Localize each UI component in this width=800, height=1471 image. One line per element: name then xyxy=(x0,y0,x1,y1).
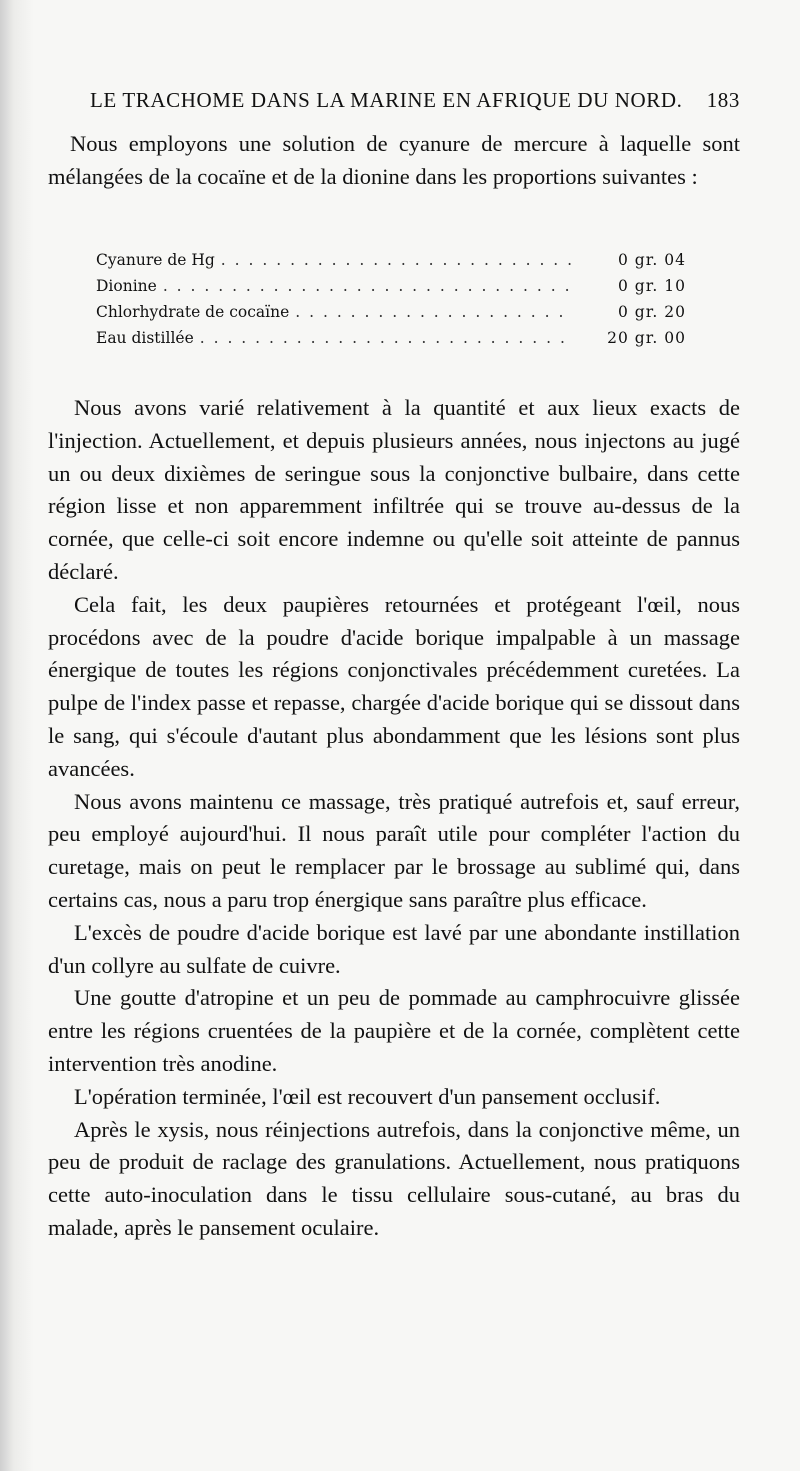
page-number: 183 xyxy=(706,88,740,112)
ingredient-quantity: 0 gr. 20 xyxy=(618,303,686,321)
ingredient-quantity: 20 gr. 00 xyxy=(607,329,686,347)
dot-leader xyxy=(200,325,572,351)
dot-leader xyxy=(295,299,572,325)
body-paragraphs xyxy=(48,392,740,1245)
paragraph-brossage: Nous avons maintenu ce massage, très pratiqué autrefois et, sauf erreur, peu employé aujourd'hui. Il nous paraît utile pour compléter l'action du curetage, mais on peut le remplacer par le brossage au sublimé qui, dans certains cas, nous a paru trop énergique sans paraître plus efficace. xyxy=(48,788,740,912)
paragraph-atropine: Une goutte d'atropine et un peu de pommade au camphrocuivre glissée entre les régions cruentées de la paupière et de la cornée, complètent cette intervention très anodine. xyxy=(48,985,740,1076)
paragraph-auto-inoculation: Après le xysis, nous réinjections autrefois, dans la conjonctive même, un peu de produit de raclage des granulations. Actuellement, nous pratiquons cette auto-inoculation dans le tissu cellulaire sous-cutané, au bras du malade, après le pansement oculaire. xyxy=(48,1116,740,1240)
paragraph-massage: Cela fait, les deux paupières retournées et protégeant l'œil, nous procédons avec de la poudre d'acide borique impalpable à un massage énergique de toutes les régions conjonctivales précédemment curetées. La pulpe de l'index passe et repasse, chargée d'acide borique qui se dissout dans le sang, qui s'écoule d'autant plus abondamment que les lésions sont plus avancées. xyxy=(48,591,740,781)
intro-paragraph: Nous employons une solution de cyanure de mercure à laquelle sont mélangées de la cocaïne et de la dionine dans les proportions suivantes : xyxy=(48,131,740,189)
ingredient-name: Chlorhydrate de cocaïne xyxy=(96,303,290,321)
ingredient-quantity: 0 gr. 04 xyxy=(618,251,686,269)
recipe-list xyxy=(96,247,686,351)
dot-leader xyxy=(221,247,572,273)
running-title: LE TRACHOME DANS LA MARINE EN AFRIQUE DU NORD. xyxy=(90,88,683,112)
recipe-row xyxy=(96,247,686,273)
recipe-row xyxy=(96,273,686,299)
recipe-row xyxy=(96,299,686,325)
ingredient-name: Cyanure de Hg xyxy=(96,251,215,269)
dot-leader xyxy=(163,273,572,299)
ingredient-name: Dionine xyxy=(96,277,157,295)
running-header xyxy=(90,88,740,113)
paragraph-injection: Nous avons varié relativement à la quantité et aux lieux exacts de l'injection. Actuellement, et depuis plusieurs années, nous injectons au jugé un ou deux dixièmes de seringue sous la conjonctive bulbaire, dans cette région lisse et non apparemment infiltrée qui se trouve au-dessus de la cornée, que celle-ci soit encore indemne ou qu'elle soit atteinte de pannus déclaré. xyxy=(48,395,740,584)
recipe-row xyxy=(96,325,686,351)
ingredient-name: Eau distillée xyxy=(96,329,194,347)
ingredient-quantity: 0 gr. 10 xyxy=(618,277,686,295)
paragraph-pansement: L'opération terminée, l'œil est recouvert d'un pansement occlusif. xyxy=(74,1083,661,1109)
paragraph-collyre: L'excès de poudre d'acide borique est lavé par une abondante instillation d'un collyre au sulfate de cuivre. xyxy=(48,919,740,978)
intro-block xyxy=(48,128,740,194)
